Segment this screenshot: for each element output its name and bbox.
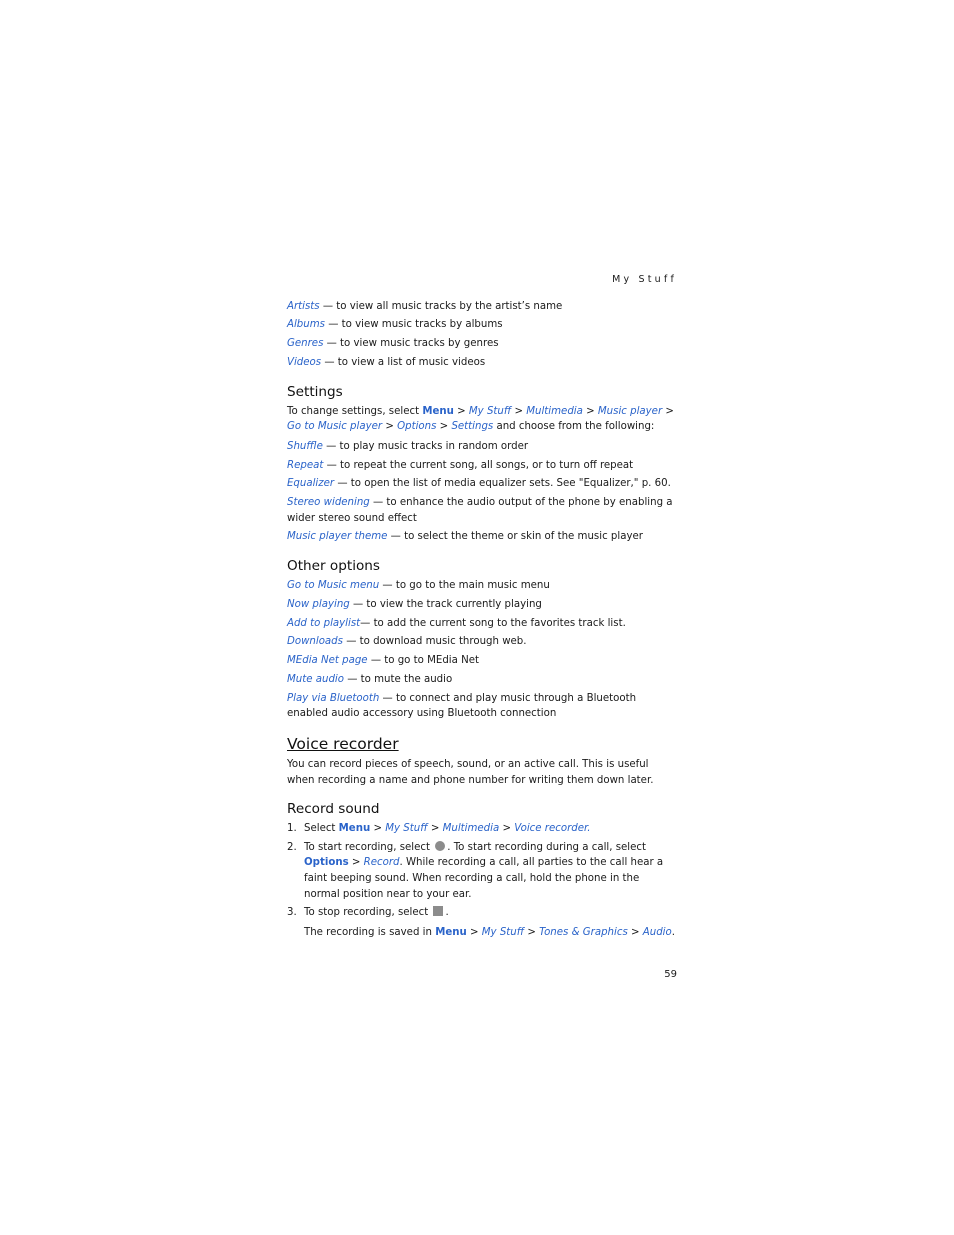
voice-recorder-intro: You can record pieces of speech, sound, or an active call. This is useful when recording a name and phone number for writing them down later. [287,758,654,786]
settings-intro: To change settings, select Menu > My Stuff > Multimedia > Music player > Go to Music player > Options > Settings and choose from the following: [287,405,674,433]
list-item: Videos — to view a list of music videos [287,356,486,368]
record-icon [435,841,445,851]
other-options-heading: Other options [287,558,380,575]
option-label: Now playing [287,598,350,610]
list-item: Repeat — to repeat the current song, all songs, or to turn off repeat [287,459,634,471]
option-label: Artists [287,300,320,312]
option-label: Equalizer [287,478,335,490]
option-label: Downloads [287,636,343,648]
step-3: 3. To stop recording, select . [287,907,449,919]
option-label: Shuffle [287,440,323,452]
record-sound-heading: Record sound [287,801,380,818]
voice-recorder-heading: Voice recorder [287,734,399,753]
option-label: Go to Music menu [287,580,380,592]
record-steps [287,821,677,921]
option-label: Albums [287,319,325,331]
option-label: Mute audio [287,673,344,685]
list-item: Add to playlist— to add the current song to the favorites track list. [287,617,626,629]
list-item: Genres — to view music tracks by genres [287,338,499,350]
option-label: Music player theme [287,531,388,543]
option-label: Stereo widening [287,497,370,509]
option-label: Videos [287,356,322,368]
settings-list [287,439,677,545]
list-item: Now playing — to view the track currently playing [287,598,542,610]
list-item: Albums — to view music tracks by albums [287,319,503,331]
option-label: Genres [287,338,324,350]
option-label: Add to playlist [287,617,361,629]
running-header: My Stuff [612,274,677,285]
list-item: Go to Music menu — to go to the main music menu [287,580,550,592]
option-label: Play via Bluetooth [287,692,380,704]
list-item: Shuffle — to play music tracks in random order [287,440,529,452]
list-item: Downloads — to download music through web. [287,636,527,648]
saved-location-note: The recording is saved in Menu > My Stuff > Tones & Graphics > Audio. [304,927,675,939]
library-list [287,299,677,371]
list-item: Music player theme — to select the theme or skin of the music player [287,531,643,543]
list-item: Play via Bluetooth — to connect and play music through a Bluetooth enabled audio accessory using Bluetooth connection [287,692,637,720]
stop-icon [433,906,443,916]
option-label: Repeat [287,459,324,471]
page-number: 59 [664,968,677,980]
option-label: MEdia Net page [287,655,368,667]
list-item: MEdia Net page — to go to MEdia Net [287,655,479,667]
settings-heading: Settings [287,383,343,400]
step-2: 2. To start recording, select . To start recording during a call, select Options > Record. While recording a call, all parties to the call hear a faint beeping sound. When recording a call, hold the phone in the normal position near to your ear. [287,841,664,900]
manual-page [287,272,677,982]
list-item: Mute audio — to mute the audio [287,673,453,685]
other-options-list [287,578,677,722]
list-item: Stereo widening — to enhance the audio output of the phone by enabling a wider stereo sound effect [287,497,673,524]
list-item: Equalizer — to open the list of media equalizer sets. See "Equalizer," p. 60. [287,478,671,490]
list-item: Artists — to view all music tracks by the artist’s name [287,300,563,312]
step-1: 1. Select Menu > My Stuff > Multimedia > Voice recorder. [287,823,591,835]
